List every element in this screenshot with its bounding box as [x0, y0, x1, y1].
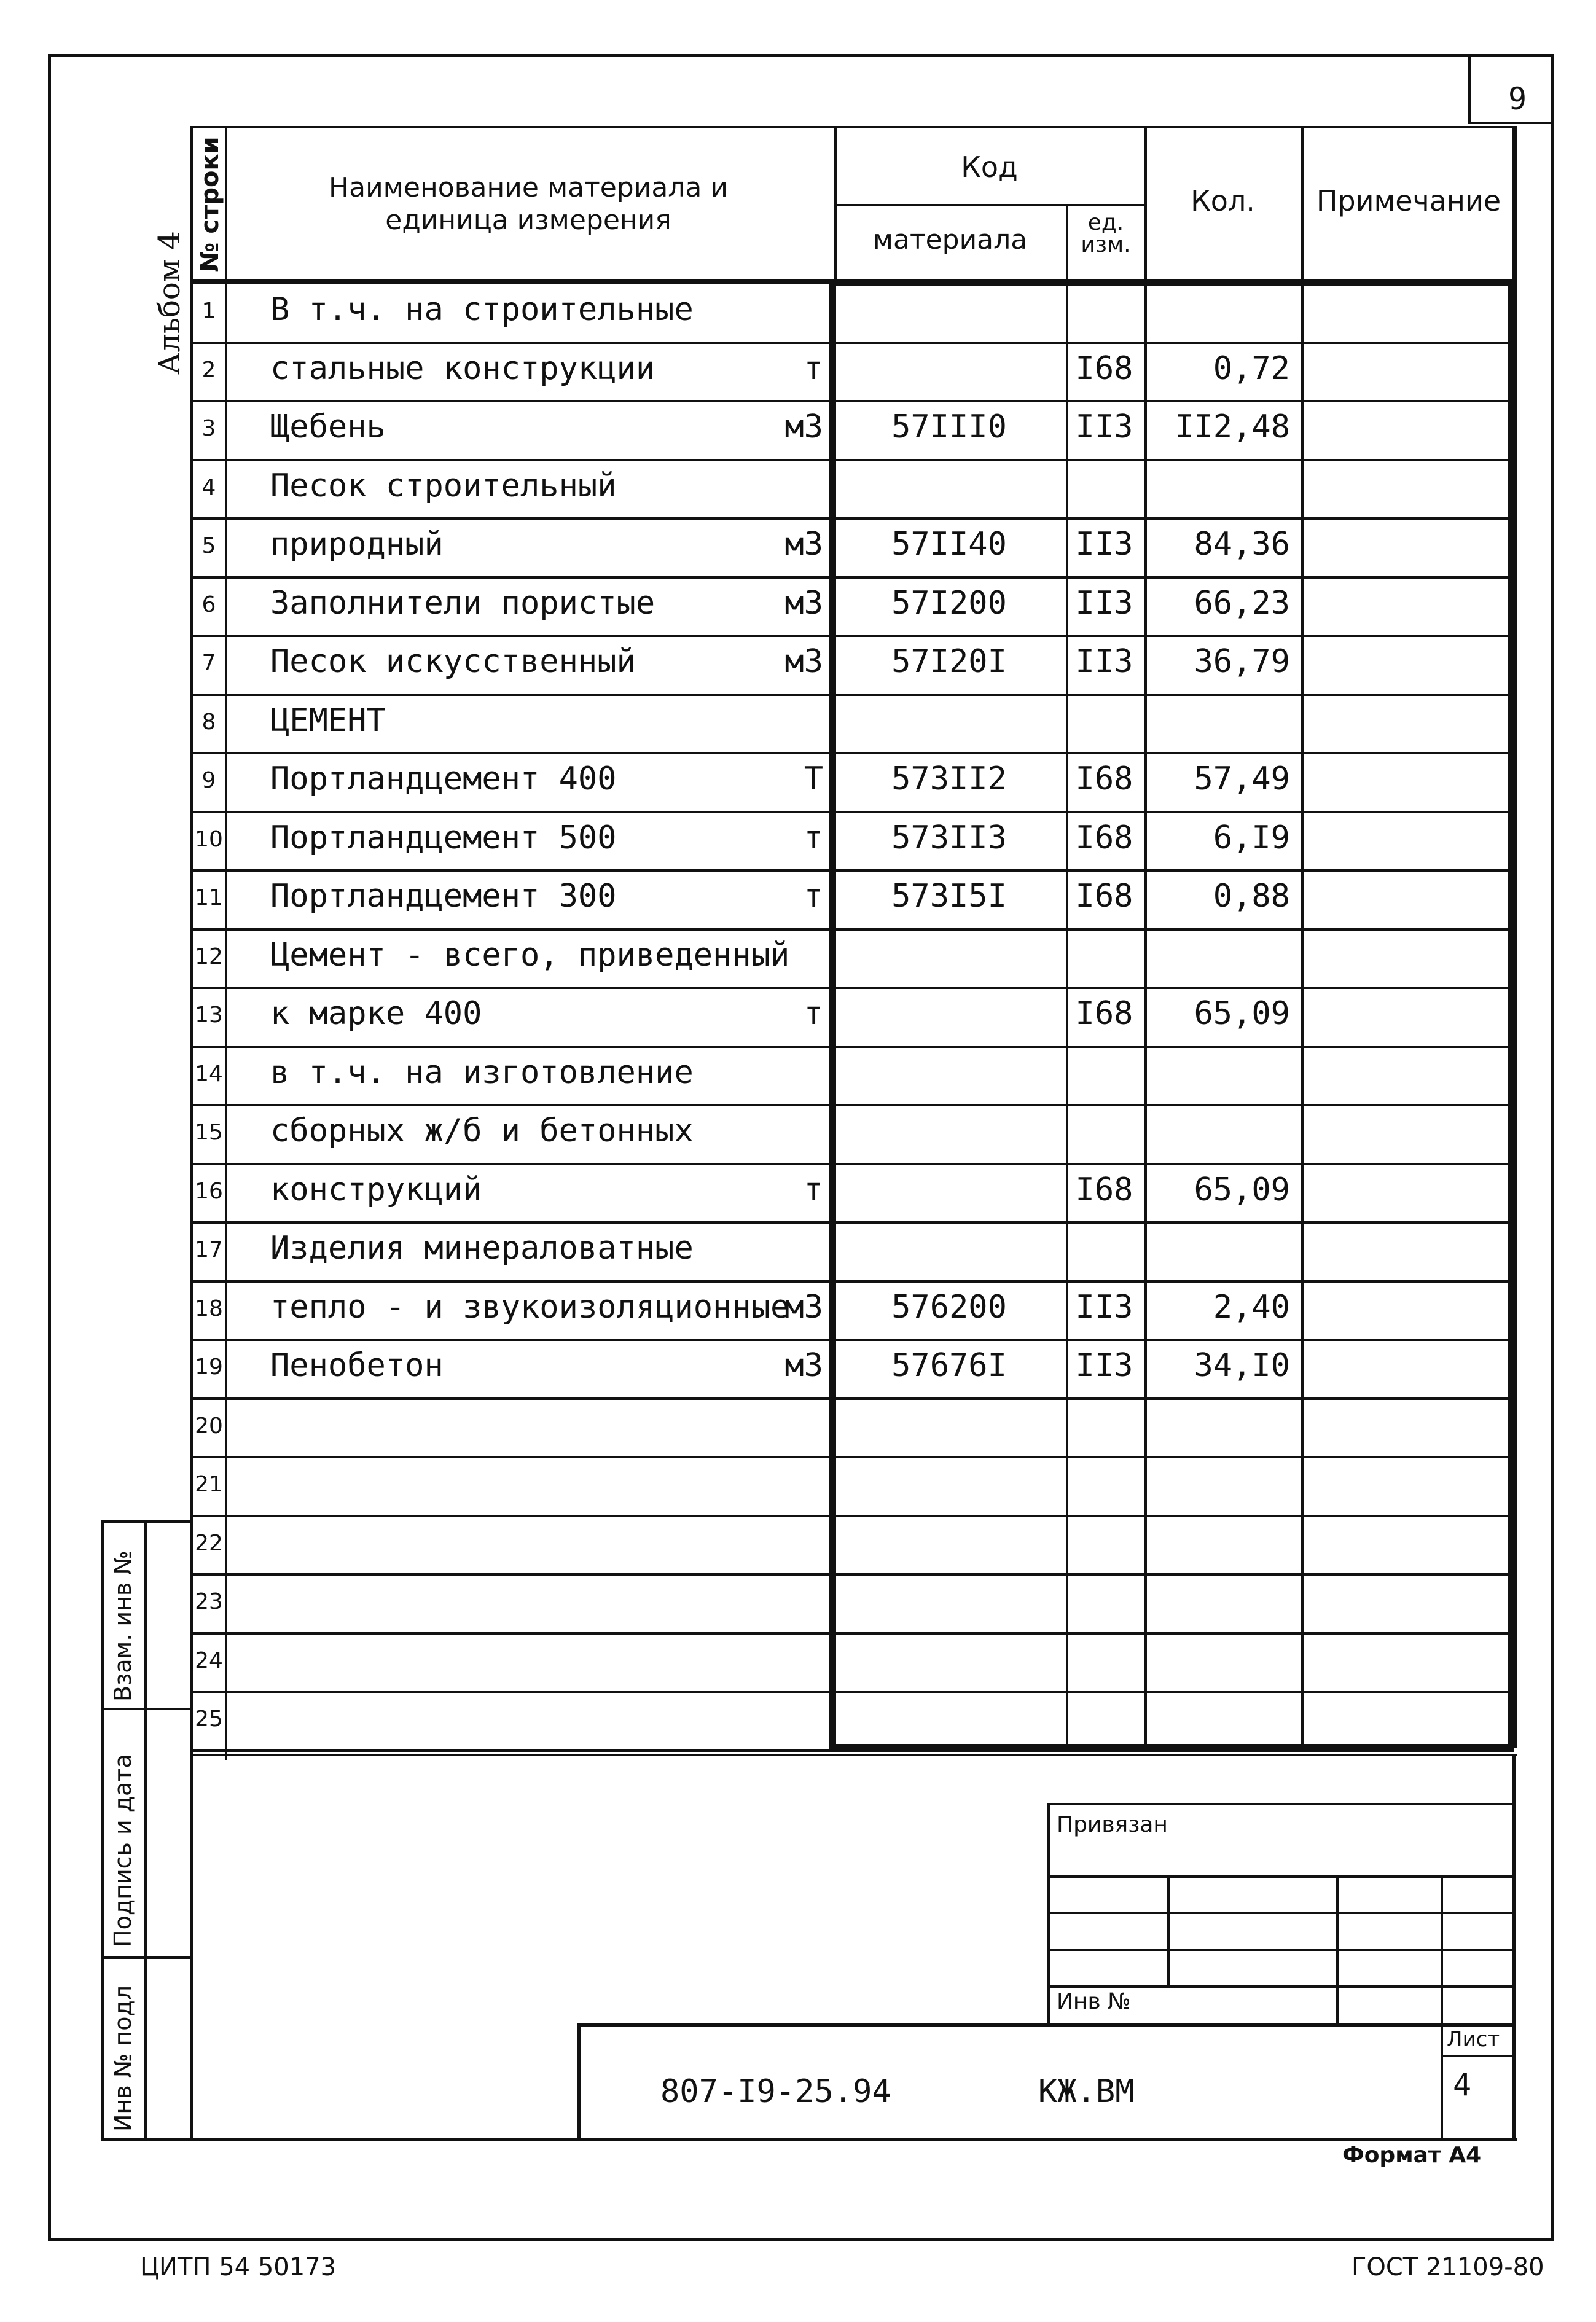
header-code-material: материала [872, 224, 1028, 256]
header-code: Код [961, 150, 1018, 184]
row-line [190, 928, 832, 931]
row-number: 23 [195, 1589, 223, 1614]
unit-code: I68 [1075, 995, 1133, 1032]
material-name: Портландцемент 500 [270, 819, 617, 856]
unit-code: I68 [1075, 1171, 1133, 1208]
row-line [190, 869, 832, 872]
row-number: 16 [195, 1178, 223, 1204]
row-line-right [832, 928, 1514, 931]
unit-code: II3 [1075, 1288, 1133, 1326]
privyazan-col-2 [1336, 1875, 1339, 2023]
row-line-right [832, 459, 1514, 461]
inv-no-label: Инв № [1057, 1989, 1131, 2014]
quantity: 36,79 [1194, 643, 1290, 680]
row-line-right [832, 1691, 1514, 1693]
material-unit: м3 [784, 643, 823, 680]
material-name: природный [270, 526, 444, 563]
row-number: 11 [195, 885, 223, 910]
material-name: Щебень [270, 408, 386, 445]
row-line-right [832, 1104, 1514, 1106]
unit-code: I68 [1075, 819, 1133, 856]
material-name: Песок искусственный [270, 643, 636, 680]
row-line [190, 1221, 832, 1224]
row-line [190, 635, 832, 637]
row-line [190, 811, 832, 813]
side-stamp-vzam: Взам. инв № [109, 1550, 136, 1702]
row-number: 4 [201, 474, 216, 500]
doc-code: 807-I9-25.94 [660, 2073, 891, 2110]
unit-code: II3 [1075, 526, 1133, 563]
side-stamp-inv: Инв № подл [109, 1985, 136, 2132]
quantity: 6,I9 [1213, 819, 1290, 856]
sheet-number: 4 [1453, 2067, 1472, 2103]
row-line-right [832, 1515, 1514, 1517]
material-unit: Т [804, 760, 823, 797]
material-unit: т [804, 995, 823, 1032]
row-number: 7 [201, 651, 216, 676]
material-name: стальные конструкции [270, 350, 655, 387]
row-line-right [832, 1749, 1514, 1752]
unit-code: II3 [1075, 1347, 1133, 1384]
material-name: в т.ч. на изготовление [270, 1054, 694, 1091]
quantity: 84,36 [1194, 526, 1290, 563]
row-line-right [832, 342, 1514, 344]
quantity: 57,49 [1194, 760, 1290, 797]
row-line [190, 459, 832, 461]
row-line-right [832, 1280, 1514, 1283]
stamp-left [577, 2023, 581, 2140]
row-number: 18 [195, 1296, 223, 1321]
quantity: 0,88 [1213, 878, 1290, 915]
material-name: В т.ч. на строительные [270, 291, 694, 328]
corner-box-divider [1468, 54, 1471, 123]
material-code: 57II40 [891, 526, 1007, 563]
header-qty: Кол. [1191, 184, 1255, 217]
material-code: 576200 [891, 1288, 1007, 1326]
footer-left: ЦИТП 54 50173 [140, 2253, 337, 2281]
row-line [190, 987, 832, 989]
material-code: 573II2 [891, 760, 1007, 797]
row-number: 14 [195, 1061, 223, 1087]
material-code: 57I20I [891, 643, 1007, 680]
row-number: 10 [195, 826, 223, 852]
doc-mark: КЖ.ВМ [1038, 2073, 1135, 2110]
row-line-right [832, 752, 1514, 754]
row-line [190, 1046, 832, 1048]
unit-code: I68 [1075, 760, 1133, 797]
footer-right: ГОСТ 21109-80 [1352, 2253, 1544, 2281]
row-line-right [832, 517, 1514, 520]
unit-code: I68 [1075, 350, 1133, 387]
row-line [190, 1280, 832, 1283]
material-name: ЦЕМЕНТ [270, 702, 386, 739]
sheet-label: Лист [1447, 2027, 1500, 2052]
row-line [190, 400, 832, 402]
privyazan-line-3 [1047, 1949, 1514, 1951]
row-number: 17 [195, 1237, 223, 1262]
row-line-right [832, 1398, 1514, 1400]
format-label: Формат А4 [1342, 2143, 1482, 2168]
material-name: конструкций [270, 1171, 482, 1208]
material-code: 573II3 [891, 819, 1007, 856]
row-number: 2 [201, 357, 216, 383]
row-number: 5 [201, 533, 216, 558]
row-number: 25 [195, 1706, 223, 1732]
row-number: 24 [195, 1648, 223, 1673]
row-line [190, 1398, 832, 1400]
quantity: 65,09 [1194, 995, 1290, 1032]
material-name: тепло - и звукоизоляционные [270, 1288, 790, 1326]
material-unit: м3 [784, 584, 823, 622]
album-label: Альбом 4 [152, 231, 187, 375]
material-name: Заполнители пористые [270, 584, 655, 622]
row-line-right [832, 987, 1514, 989]
row-line-right [832, 1046, 1514, 1048]
material-code: 57I200 [891, 584, 1007, 622]
row-line-right [832, 1221, 1514, 1224]
privyazan-line-1 [1047, 1875, 1514, 1878]
material-name: сборных ж/б и бетонных [270, 1112, 694, 1149]
row-number: 20 [195, 1413, 223, 1439]
row-line [190, 1104, 832, 1106]
row-number: 13 [195, 1003, 223, 1028]
header-note: Примечание [1316, 184, 1501, 217]
row-number: 21 [195, 1472, 223, 1497]
stamp-sheet-divider [1441, 2023, 1443, 2140]
privyazan-label: Привязан [1057, 1812, 1168, 1837]
row-line-right [832, 635, 1514, 637]
unit-code: II3 [1075, 584, 1133, 622]
side-stamp-divider [144, 1520, 147, 2141]
material-unit: т [804, 350, 823, 387]
header-col-code-mid [1066, 204, 1068, 280]
row-number: 3 [201, 416, 216, 441]
side-stamp-sign: Подпись и дата [109, 1754, 136, 1947]
col-qty-end [1301, 283, 1304, 1748]
material-unit: т [804, 878, 823, 915]
quantity: 34,I0 [1194, 1347, 1290, 1384]
row-line-right [832, 694, 1514, 696]
side-stamp-line-1 [101, 1708, 190, 1710]
header-name: Наименование материала и единица измерения [329, 172, 728, 236]
quantity: 2,40 [1213, 1288, 1290, 1326]
material-name: Пенобетон [270, 1347, 444, 1384]
material-code: 573I5I [891, 878, 1007, 915]
material-name: к марке 400 [270, 995, 482, 1032]
row-number: 22 [195, 1530, 223, 1556]
privyazan-top [1047, 1803, 1514, 1805]
title-block-right [1512, 1754, 1516, 2141]
code-subheader-line [834, 204, 1144, 206]
material-name: Портландцемент 400 [270, 760, 617, 797]
row-line-right [832, 576, 1514, 579]
material-name: Портландцемент 300 [270, 878, 617, 915]
row-line [190, 694, 832, 696]
quantity: II2,48 [1175, 408, 1290, 445]
row-number: 15 [195, 1120, 223, 1145]
row-number: 9 [201, 768, 216, 793]
table-left-border [190, 126, 193, 2141]
material-unit: м3 [784, 1347, 823, 1384]
header-code-unit: ед. изм. [1081, 210, 1131, 257]
quantity: 65,09 [1194, 1171, 1290, 1208]
privyazan-line-2 [1047, 1912, 1514, 1914]
col-uc-end [1144, 283, 1147, 1748]
row-line [190, 1339, 832, 1341]
row-line-right [832, 1163, 1514, 1165]
unit-code: I68 [1075, 878, 1133, 915]
row-line [190, 342, 832, 344]
row-line-right [832, 869, 1514, 872]
row-number: 6 [201, 592, 216, 617]
row-line [190, 752, 832, 754]
material-unit: м3 [784, 408, 823, 445]
material-code: 57III0 [891, 408, 1007, 445]
material-unit: т [804, 1171, 823, 1208]
material-name: Песок строительный [270, 467, 617, 504]
row-line-right [832, 811, 1514, 813]
row-number: 1 [201, 299, 216, 324]
privyazan-line-4 [1047, 1985, 1514, 1988]
row-line [190, 576, 832, 579]
stamp-top [577, 2023, 1514, 2027]
corner-box-bottom [1468, 122, 1554, 124]
row-line-right [832, 1456, 1514, 1458]
material-code: 57676I [891, 1347, 1007, 1384]
material-name: Изделия минераловатные [270, 1230, 694, 1267]
row-number: 12 [195, 944, 223, 969]
stamp-sheet-line [1441, 2055, 1514, 2057]
row-line [190, 1163, 832, 1165]
row-line-right [832, 1573, 1514, 1576]
unit-code: II3 [1075, 408, 1133, 445]
row-line-right [832, 1339, 1514, 1341]
quantity: 0,72 [1213, 350, 1290, 387]
row-line-right [832, 400, 1514, 402]
side-stamp-line-2 [101, 1957, 190, 1959]
unit-code: II3 [1075, 643, 1133, 680]
material-unit: м3 [784, 1288, 823, 1326]
row-line [190, 517, 832, 520]
table-top-border [190, 126, 1517, 128]
quantity: 66,23 [1194, 584, 1290, 622]
row-number: 8 [201, 709, 216, 735]
sheet-corner-number: 9 [1508, 81, 1527, 117]
privyazan-col-1 [1167, 1875, 1170, 1985]
material-name: Цемент - всего, приведенный [270, 936, 790, 974]
title-block-bottom [190, 2138, 1517, 2141]
row-number: 19 [195, 1354, 223, 1380]
header-row-no: № строки [196, 136, 224, 272]
title-block-top [190, 1754, 1517, 1756]
material-unit: т [804, 819, 823, 856]
privyazan-col-3 [1441, 1875, 1443, 2023]
row-line-right [832, 1632, 1514, 1635]
material-unit: м3 [784, 526, 823, 563]
